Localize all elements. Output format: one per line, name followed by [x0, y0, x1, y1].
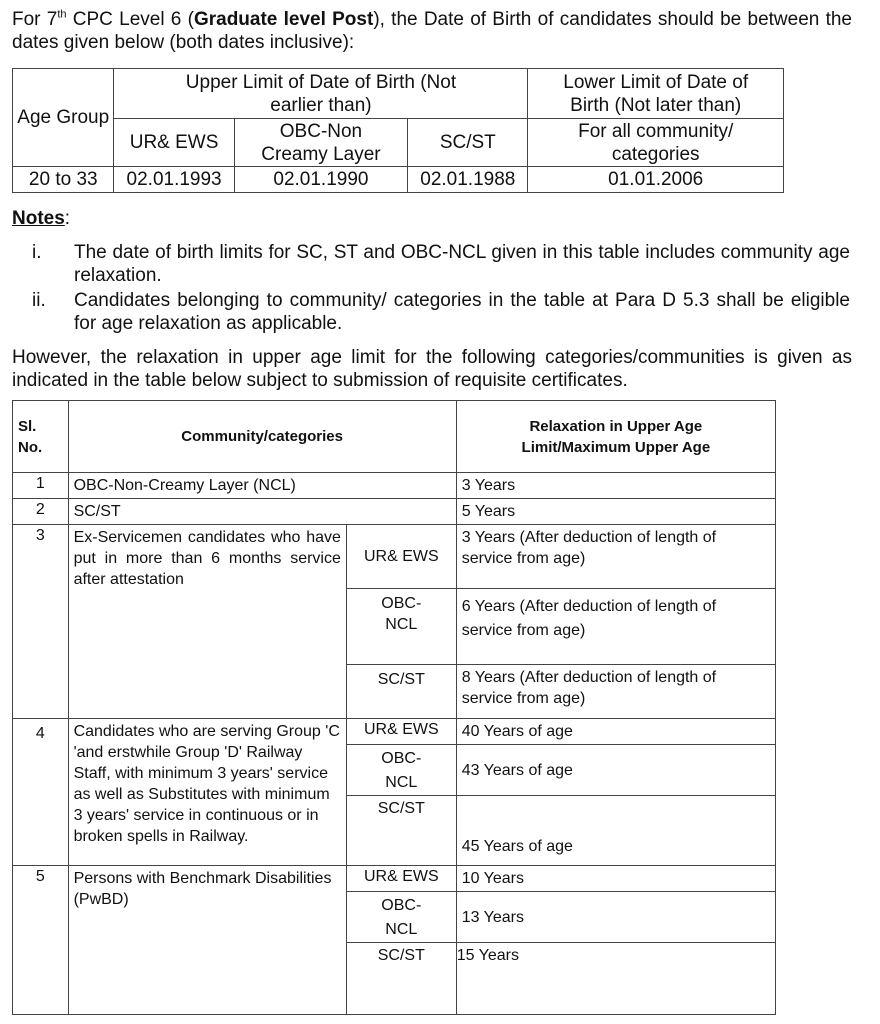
sub-category: UR& EWS [346, 719, 456, 745]
age-group-header: Age Group [13, 69, 114, 167]
intro-text-post: ), the Date of Birth of candidates should be between the dates given below (both dates inclusive): [12, 9, 852, 53]
upper-limit-header: Upper Limit of Date of Birth (Not earlier than) [114, 69, 528, 119]
all-community-dob: 01.01.2006 [528, 167, 784, 193]
sub-category: OBC-NCL [346, 892, 456, 943]
sub-category: UR& EWS [346, 866, 456, 892]
col-obc-ncl: OBC-Non Creamy Layer [234, 119, 408, 167]
col-ur-ews: UR& EWS [114, 119, 234, 167]
note-number: i. [32, 242, 42, 263]
sl-no: 1 [13, 473, 69, 499]
obc-ncl-dob: 02.01.1990 [234, 167, 408, 193]
notes-title [12, 208, 70, 230]
sub-category: SC/ST [346, 796, 456, 866]
community-name: Ex-Servicemen candidates who have put in more than 6 months service after attestation [68, 525, 346, 719]
note-text: The date of birth limits for SC, ST and OBC-NCL given in this table includes community age relaxation. [74, 242, 850, 286]
note-item [32, 241, 850, 287]
col-all-community: For all community/ categories [528, 119, 784, 167]
relaxation-value: 6 Years (After deduction of length of service from age) [456, 589, 775, 665]
relaxation-paragraph: However, the relaxation in upper age limit for the following categories/communities is given as indicated in the table below subject to submission of requisite certificates. [12, 347, 852, 391]
sl-no-header: Sl. No. [13, 401, 69, 473]
community-name: Candidates who are serving Group 'C 'and erstwhile Group 'D' Railway Staff, with minimum 3 years' service as well as Substitutes with minimum 3 years' service in continuous or in broken spells in Railway. [68, 719, 346, 866]
sub-category: OBC-NCL [346, 745, 456, 796]
sub-category: SC/ST [346, 665, 456, 719]
age-relaxation-table [12, 400, 776, 1015]
sub-category: OBC-NCL [346, 589, 456, 665]
relaxation-header: Relaxation in Upper Age Limit/Maximum Upper Age [456, 401, 775, 473]
relaxation-value: 43 Years of age [456, 745, 775, 796]
note-item [32, 289, 850, 335]
intro-text-mid: CPC Level 6 ( [66, 9, 194, 30]
relaxation-value: 5 Years [456, 499, 775, 525]
relaxation-value: 40 Years of age [456, 719, 775, 745]
relaxation-value: 13 Years [456, 892, 775, 943]
sc-st-dob: 02.01.1988 [408, 167, 528, 193]
relaxation-value: 15 Years [456, 943, 775, 1015]
community-name: OBC-Non-Creamy Layer (NCL) [68, 473, 456, 499]
community-header: Community/categories [68, 401, 456, 473]
note-number: ii. [32, 290, 46, 311]
col-sc-st: SC/ST [408, 119, 528, 167]
relaxation-value: 45 Years of age [456, 796, 775, 866]
intro-superscript: th [57, 8, 67, 21]
sl-no: 4 [13, 719, 69, 866]
sub-category: UR& EWS [346, 525, 456, 589]
lower-limit-header: Lower Limit of Date of Birth (Not later than) [528, 69, 784, 119]
age-group-value: 20 to 33 [13, 167, 114, 193]
notes-title-text: Notes [12, 208, 65, 229]
relaxation-value: 10 Years [456, 866, 775, 892]
ur-ews-dob: 02.01.1993 [114, 167, 234, 193]
dob-limits-table [12, 68, 784, 193]
relaxation-value: 3 Years (After deduction of length of service from age) [456, 525, 775, 589]
community-name: SC/ST [68, 499, 456, 525]
intro-paragraph [12, 8, 852, 54]
intro-bold-text: Graduate level Post [193, 9, 374, 30]
note-text: Candidates belonging to community/ categories in the table at Para D 5.3 shall be eligible for age relaxation as applicable. [74, 290, 850, 334]
sl-no: 5 [13, 866, 69, 1015]
relaxation-value: 8 Years (After deduction of length of service from age) [456, 665, 775, 719]
sl-no: 2 [13, 499, 69, 525]
intro-text-pre: For 7 [12, 9, 58, 30]
notes-title-colon: : [64, 208, 71, 229]
sl-no: 3 [13, 525, 69, 719]
relaxation-value: 3 Years [456, 473, 775, 499]
sub-category: SC/ST [346, 943, 456, 1015]
community-name: Persons with Benchmark Disabilities (PwBD) [68, 866, 346, 1015]
